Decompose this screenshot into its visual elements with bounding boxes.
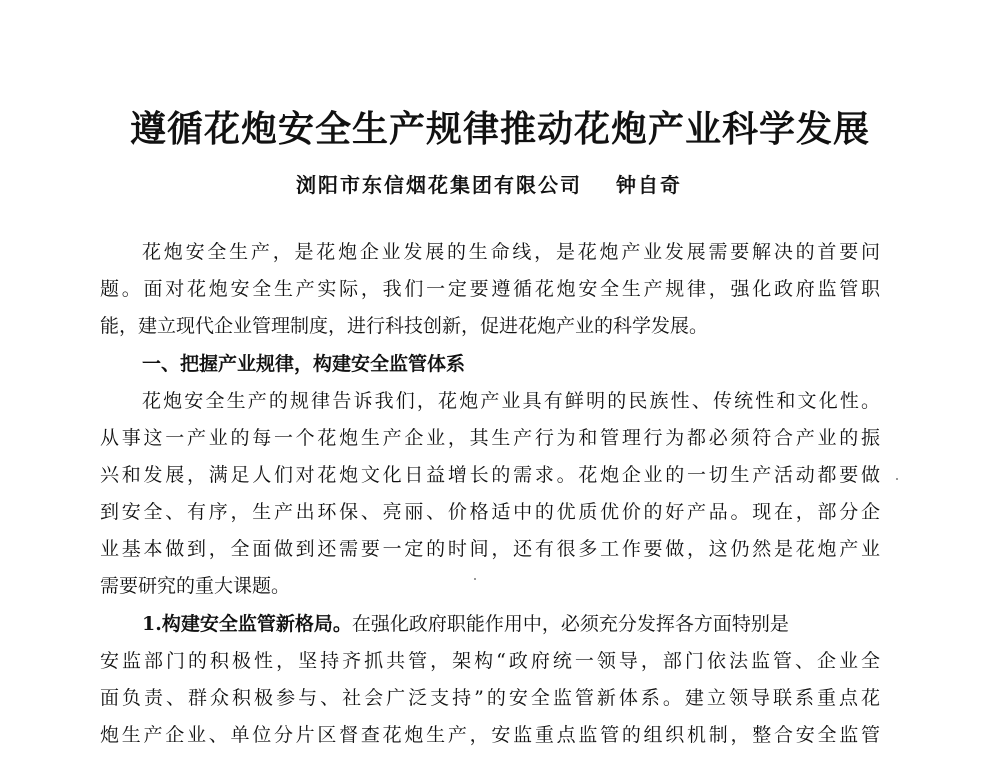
paragraph-line: 从事这一产业的每一个花炮生产企业，其生产行为和管理行为都必须符合产业的振 [100, 427, 880, 449]
subheading: 1.构建安全监管新格局。 [142, 613, 352, 635]
scan-speck [474, 578, 476, 580]
paragraph-line: 题。面对花炮安全生产实际，我们一定要遵循花炮安全生产规律，强化政府监管职 [100, 278, 880, 300]
paragraph-line: 到安全、有序，生产出环保、亮丽、价格适中的优质优价的好产品。现在，部分企 [100, 501, 880, 523]
paragraph-line: 面负责、群众积极参与、社会广泛支持”的安全监管新体系。建立领导联系重点花 [100, 687, 880, 709]
paragraph-text: 在强化政府职能作用中，必须充分发挥各方面特别是 [351, 613, 789, 635]
paragraph-line: 业基本做到，全面做到还需要一定的时间，还有很多工作要做，这仍然是花炮产业 [100, 538, 880, 560]
section-heading: 一、把握产业规律，构建安全监管体系 [142, 353, 466, 375]
paragraph-line: 花炮安全生产，是花炮企业发展的生命线，是花炮产业发展需要解决的首要问 [142, 241, 880, 263]
author-name: 钟自奇 [616, 173, 682, 197]
author-affiliation: 浏阳市东信烟花集团有限公司 [296, 173, 582, 197]
document-title: 遵循花炮安全生产规律推动花炮产业科学发展 [129, 108, 870, 150]
paragraph-line: 兴和发展，满足人们对花炮文化日益增长的需求。花炮企业的一切生产活动都要做 [100, 464, 880, 486]
scan-speck [896, 478, 898, 480]
byline [296, 170, 682, 200]
paragraph-line-with-subheading [142, 607, 880, 641]
paragraph-line: 需要研究的重大课题。 [100, 575, 291, 597]
paragraph-line: 花炮安全生产的规律告诉我们，花炮产业具有鲜明的民族性、传统性和文化性。 [142, 390, 880, 412]
paragraph-line: 能，建立现代企业管理制度，进行科技创新，促进花炮产业的科学发展。 [100, 315, 709, 337]
paragraph-line: 安监部门的积极性，坚持齐抓共管，架构“政府统一领导，部门依法监管、企业全 [100, 650, 880, 672]
paragraph-line: 炮生产企业、单位分片区督查花炮生产，安监重点监管的组织机制，整合安全监管 [100, 724, 880, 746]
